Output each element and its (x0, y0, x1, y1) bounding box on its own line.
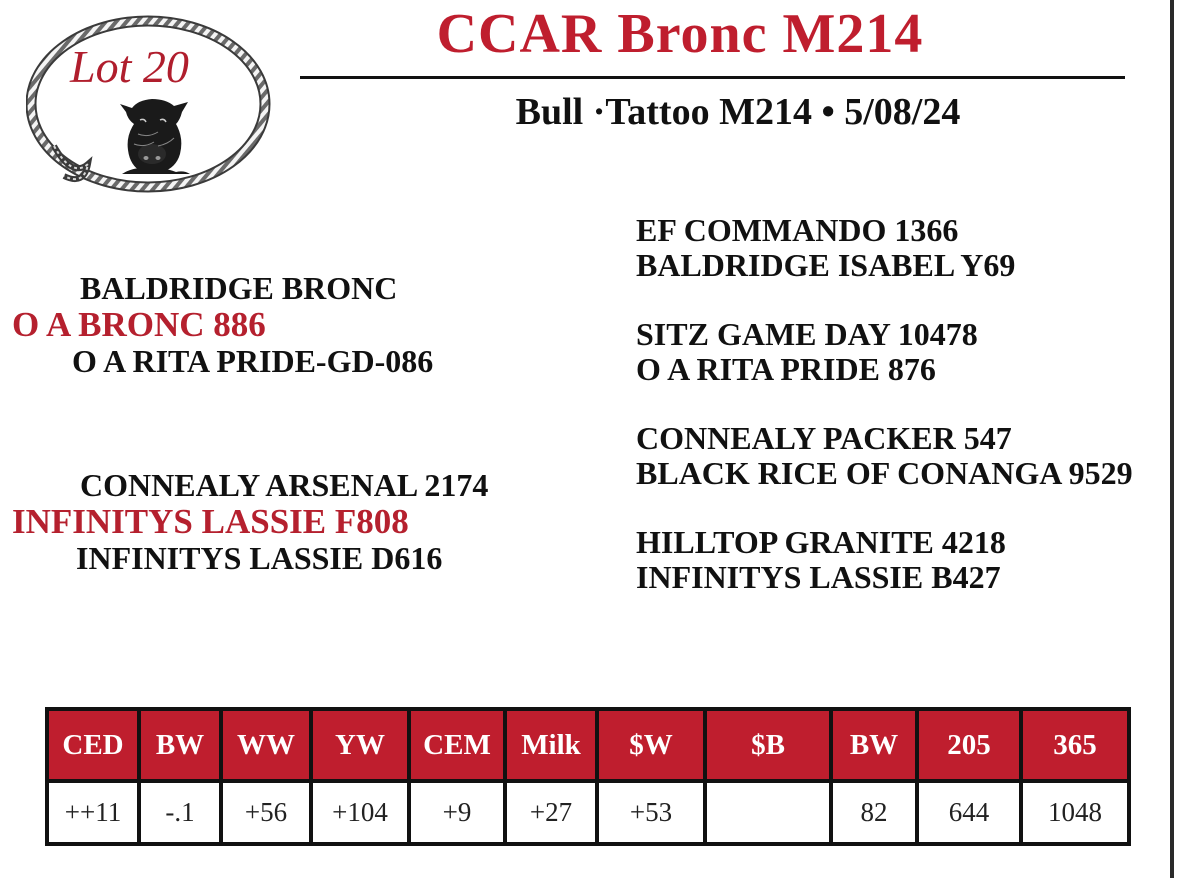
epd-header-dollar-w: $W (597, 709, 705, 781)
dam-name: INFINITYS LASSIE F808 (12, 502, 409, 541)
gp-1-sire: EF COMMANDO 1366 (636, 212, 959, 248)
dam-dam: INFINITYS LASSIE D616 (76, 540, 443, 576)
gp-1-dam: BALDRIDGE ISABEL Y69 (636, 247, 1016, 283)
dam-sire: CONNEALY ARSENAL 2174 (80, 467, 489, 503)
lot-number: Lot 20 (70, 41, 189, 92)
epd-value-bw: -.1 (139, 781, 221, 844)
epd-value-row (47, 781, 1129, 844)
epd-value-ww: +56 (221, 781, 311, 844)
header-divider (300, 76, 1125, 79)
epd-header-205: 205 (917, 709, 1021, 781)
epd-header-yw: YW (311, 709, 409, 781)
lot-badge (26, 14, 274, 194)
epd-header-milk: Milk (505, 709, 597, 781)
sire-name: O A BRONC 886 (12, 305, 266, 344)
epd-table (45, 707, 1131, 846)
epd-value-ced: ++11 (47, 781, 139, 844)
epd-value-dollar-w: +53 (597, 781, 705, 844)
sire-dam: O A RITA PRIDE-GD-086 (72, 343, 434, 379)
gp-4-dam: INFINITYS LASSIE B427 (636, 559, 1001, 595)
epd-header-row (47, 709, 1129, 781)
epd-value-milk: +27 (505, 781, 597, 844)
epd-header-cem: CEM (409, 709, 505, 781)
epd-header-dollar-b: $B (705, 709, 831, 781)
epd-value-365: 1048 (1021, 781, 1129, 844)
sire-sire: BALDRIDGE BRONC (80, 270, 398, 306)
bull-head-icon (118, 94, 192, 176)
epd-value-205: 644 (917, 781, 1021, 844)
epd-value-dollar-b (705, 781, 831, 844)
animal-subtitle: Bull ·Tattoo M214 • 5/08/24 (515, 91, 961, 133)
epd-value-cem: +9 (409, 781, 505, 844)
epd-header-bw: BW (139, 709, 221, 781)
epd-value-actual-bw: 82 (831, 781, 917, 844)
epd-header-actual-bw: BW (831, 709, 917, 781)
epd-header-ced: CED (47, 709, 139, 781)
gp-3-dam: BLACK RICE OF CONANGA 9529 (636, 455, 1133, 491)
epd-header-365: 365 (1021, 709, 1129, 781)
gp-4-sire: HILLTOP GRANITE 4218 (636, 524, 1006, 560)
gp-3-sire: CONNEALY PACKER 547 (636, 420, 1012, 456)
gp-2-sire: SITZ GAME DAY 10478 (636, 316, 978, 352)
epd-header-ww: WW (221, 709, 311, 781)
gp-2-dam: O A RITA PRIDE 876 (636, 351, 936, 387)
epd-value-yw: +104 (311, 781, 409, 844)
animal-name: CCAR Bronc M214 (436, 3, 924, 65)
